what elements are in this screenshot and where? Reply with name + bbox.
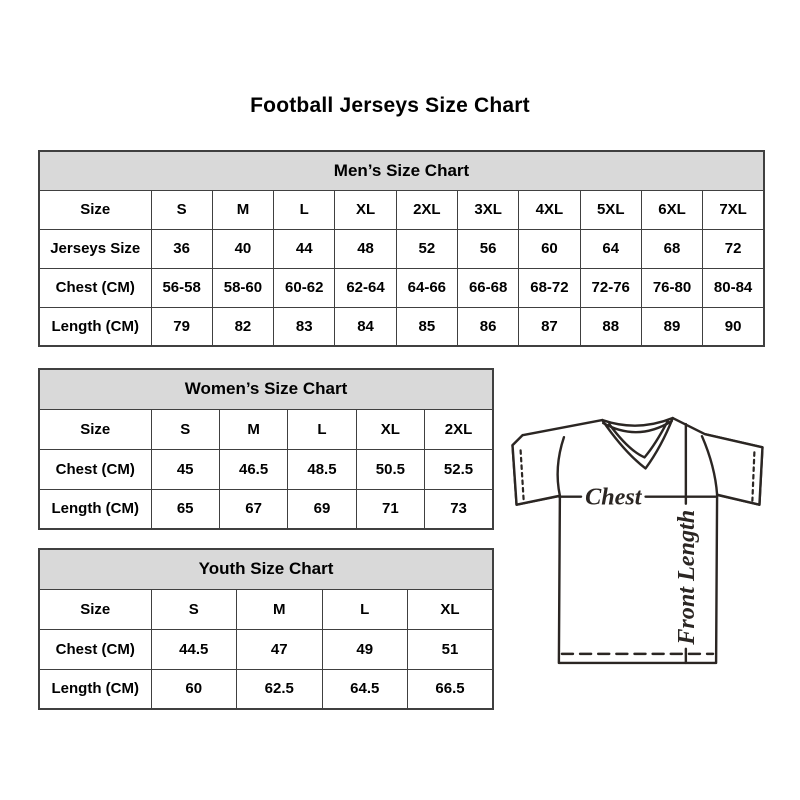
men-table-cell: M bbox=[212, 190, 273, 229]
youth-table-cell: M bbox=[237, 589, 323, 629]
women-table-row bbox=[39, 449, 493, 489]
men-table-cell: 60 bbox=[519, 229, 580, 268]
women-table-row bbox=[39, 409, 493, 449]
front-length-label: Front Length bbox=[672, 509, 700, 645]
men-table-cell: 44 bbox=[274, 229, 335, 268]
men-table-cell: 89 bbox=[641, 307, 702, 346]
page-title: Football Jerseys Size Chart bbox=[250, 94, 530, 117]
men-table-cell: 80-84 bbox=[703, 268, 764, 307]
women-table-cell: 69 bbox=[288, 489, 356, 529]
men-table-cell: 76-80 bbox=[641, 268, 702, 307]
youth-row-label: Chest (CM) bbox=[39, 629, 151, 669]
youth-table-cell: 60 bbox=[151, 669, 237, 709]
youth-table-cell: 64.5 bbox=[322, 669, 408, 709]
women-table-cell: 67 bbox=[219, 489, 287, 529]
men-table-cell: 40 bbox=[212, 229, 273, 268]
men-table-cell: 60-62 bbox=[274, 268, 335, 307]
men-table-cell: 72-76 bbox=[580, 268, 641, 307]
jersey-measurement-diagram bbox=[502, 411, 777, 671]
men-table-cell: 36 bbox=[151, 229, 212, 268]
men-table-cell: 85 bbox=[396, 307, 457, 346]
women-table-cell: 65 bbox=[151, 489, 219, 529]
youth-row-label: Size bbox=[39, 589, 151, 629]
men-table-row bbox=[39, 307, 764, 346]
men-row-label: Chest (CM) bbox=[39, 268, 151, 307]
youth-table-cell: XL bbox=[408, 589, 494, 629]
men-table-cell: 3XL bbox=[457, 190, 518, 229]
men-table-cell: 90 bbox=[703, 307, 764, 346]
men-table-cell: 52 bbox=[396, 229, 457, 268]
chest-label: Chest bbox=[585, 483, 642, 511]
men-table-cell: 68 bbox=[641, 229, 702, 268]
youth-table-cell: 66.5 bbox=[408, 669, 494, 709]
women-table-cell: 50.5 bbox=[356, 449, 424, 489]
youth-table-cell: 47 bbox=[237, 629, 323, 669]
men-table-cell: 79 bbox=[151, 307, 212, 346]
men-table-row bbox=[39, 268, 764, 307]
men-table-cell: 64 bbox=[580, 229, 641, 268]
men-table-cell: S bbox=[151, 190, 212, 229]
women-row-label: Size bbox=[39, 409, 151, 449]
mens-size-table bbox=[38, 150, 765, 347]
women-table-cell: 45 bbox=[151, 449, 219, 489]
men-table-row bbox=[39, 190, 764, 229]
men-table-cell: 82 bbox=[212, 307, 273, 346]
men-table-cell: 64-66 bbox=[396, 268, 457, 307]
men-table-cell: 87 bbox=[519, 307, 580, 346]
men-table-cell: 7XL bbox=[703, 190, 764, 229]
youth-table-cell: 62.5 bbox=[237, 669, 323, 709]
women-table-row bbox=[39, 489, 493, 529]
men-table-cell: 86 bbox=[457, 307, 518, 346]
men-table-cell: 68-72 bbox=[519, 268, 580, 307]
men-table-cell: 83 bbox=[274, 307, 335, 346]
youth-table-cell: 51 bbox=[408, 629, 494, 669]
youth-size-table bbox=[38, 548, 494, 710]
youth-table-header: Youth Size Chart bbox=[39, 549, 493, 589]
women-row-label: Chest (CM) bbox=[39, 449, 151, 489]
womens-size-table bbox=[38, 368, 494, 530]
women-table-cell: 73 bbox=[425, 489, 493, 529]
women-table-cell: 52.5 bbox=[425, 449, 493, 489]
women-table-cell: M bbox=[219, 409, 287, 449]
women-table-cell: 46.5 bbox=[219, 449, 287, 489]
men-table-cell: 66-68 bbox=[457, 268, 518, 307]
women-table-header: Women’s Size Chart bbox=[39, 369, 493, 409]
men-table-cell: L bbox=[274, 190, 335, 229]
youth-table-row bbox=[39, 669, 493, 709]
youth-table-row bbox=[39, 629, 493, 669]
men-table-cell: 48 bbox=[335, 229, 396, 268]
men-row-label: Length (CM) bbox=[39, 307, 151, 346]
youth-row-label: Length (CM) bbox=[39, 669, 151, 709]
men-table-cell: 2XL bbox=[396, 190, 457, 229]
women-table-cell: XL bbox=[356, 409, 424, 449]
men-table-cell: XL bbox=[335, 190, 396, 229]
women-table-cell: S bbox=[151, 409, 219, 449]
men-table-row bbox=[39, 229, 764, 268]
men-table-cell: 72 bbox=[703, 229, 764, 268]
men-table-cell: 84 bbox=[335, 307, 396, 346]
youth-table-cell: L bbox=[322, 589, 408, 629]
women-table-cell: L bbox=[288, 409, 356, 449]
men-row-label: Jerseys Size bbox=[39, 229, 151, 268]
men-table-cell: 4XL bbox=[519, 190, 580, 229]
men-table-cell: 62-64 bbox=[335, 268, 396, 307]
women-table-cell: 2XL bbox=[425, 409, 493, 449]
women-row-label: Length (CM) bbox=[39, 489, 151, 529]
youth-table-cell: S bbox=[151, 589, 237, 629]
women-table-cell: 71 bbox=[356, 489, 424, 529]
men-table-header: Men’s Size Chart bbox=[39, 151, 764, 190]
men-table-cell: 58-60 bbox=[212, 268, 273, 307]
men-table-cell: 88 bbox=[580, 307, 641, 346]
youth-table-cell: 49 bbox=[322, 629, 408, 669]
men-table-cell: 6XL bbox=[641, 190, 702, 229]
women-table-cell: 48.5 bbox=[288, 449, 356, 489]
men-table-cell: 5XL bbox=[580, 190, 641, 229]
men-table-cell: 56 bbox=[457, 229, 518, 268]
youth-table-row bbox=[39, 589, 493, 629]
youth-table-cell: 44.5 bbox=[151, 629, 237, 669]
men-row-label: Size bbox=[39, 190, 151, 229]
men-table-cell: 56-58 bbox=[151, 268, 212, 307]
